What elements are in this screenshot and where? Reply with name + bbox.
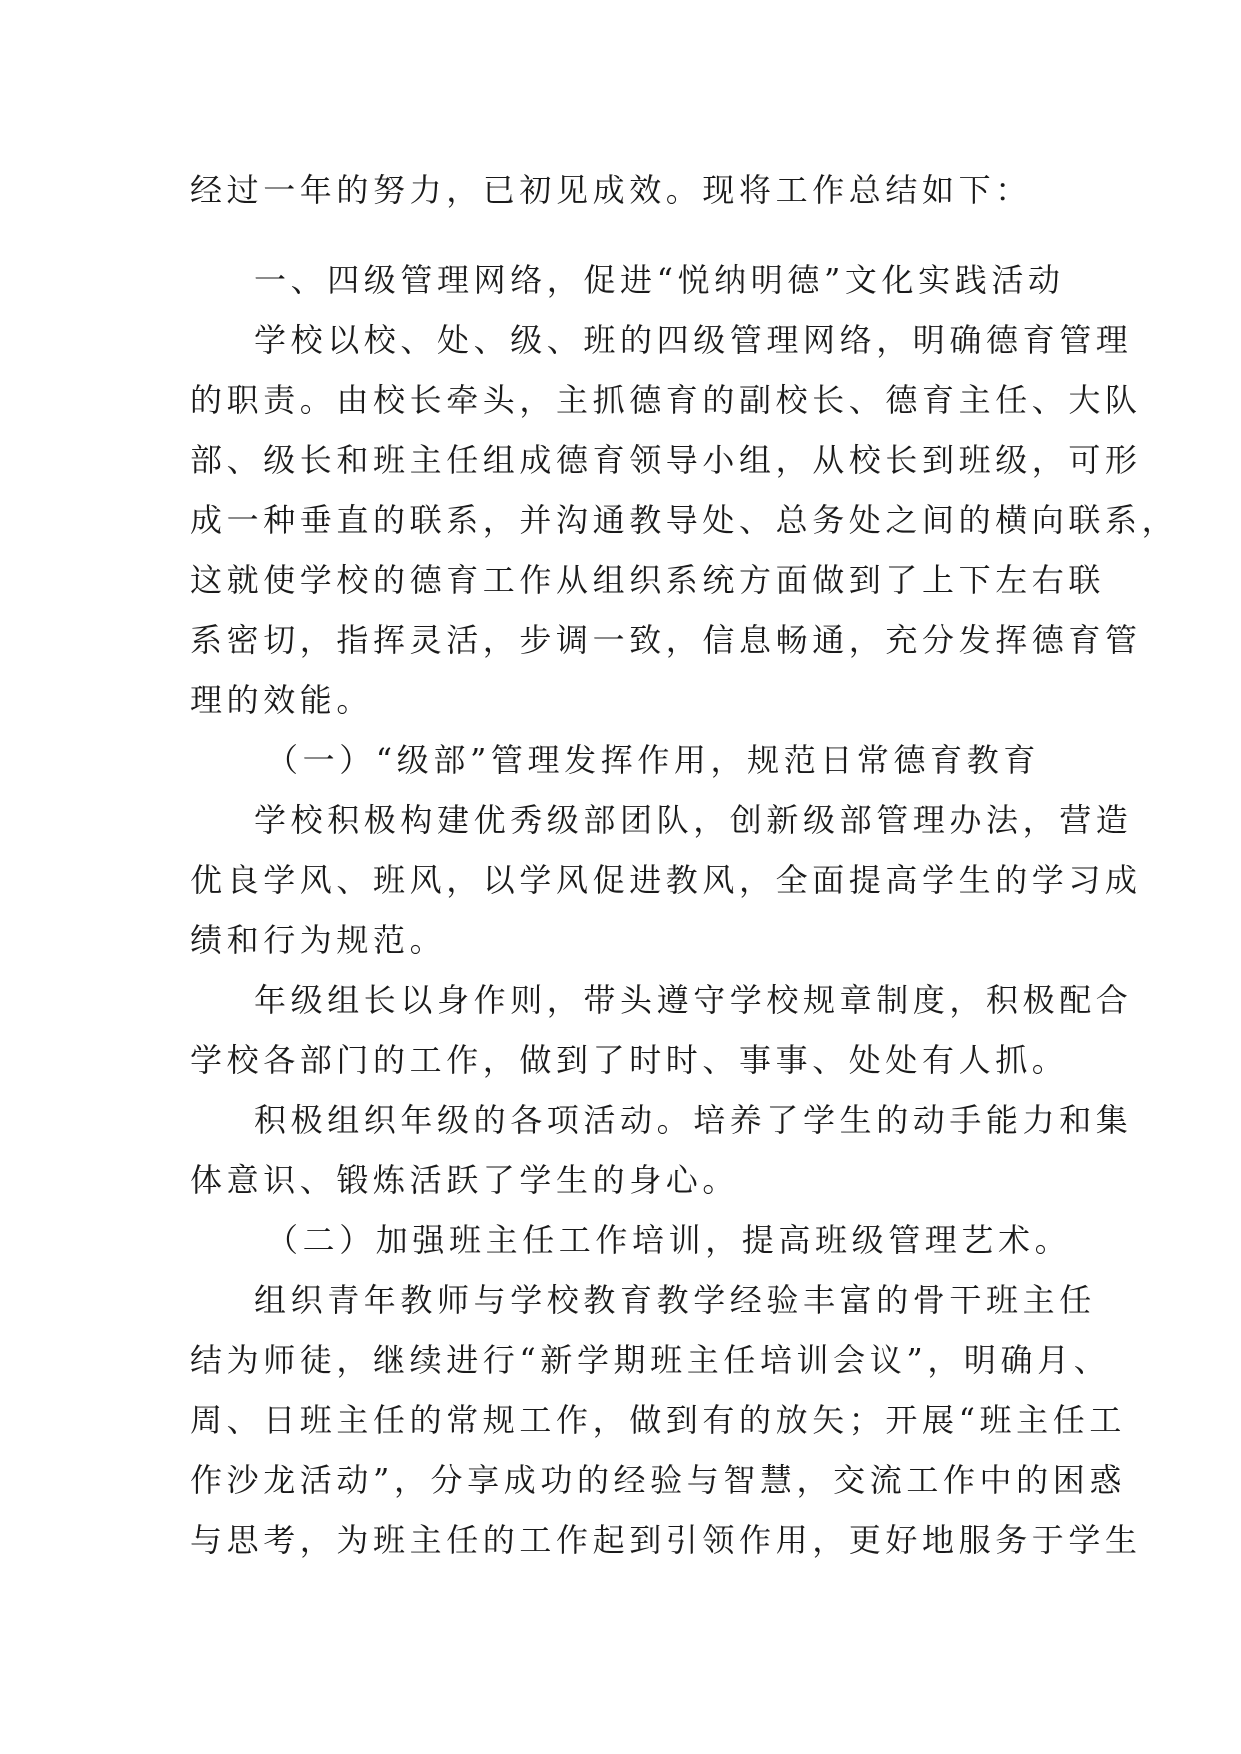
text-line: 作沙龙活动”，分享成功的经验与智慧，交流工作中的困惑 [190, 1461, 1126, 1499]
text-line: 优良学风、班风，以学风促进教风，全面提高学生的学习成 [190, 861, 1142, 899]
text-line: 经过一年的努力，已初见成效。现将工作总结如下： [190, 171, 1032, 209]
text-line: 与思考，为班主任的工作起到引领作用，更好地服务于学生 [190, 1521, 1142, 1559]
text-line: 年级组长以身作则，带头遵守学校规章制度，积极配合 [254, 981, 1133, 1019]
paragraph-gap [190, 220, 1060, 250]
text-line: 这就使学校的德育工作从组织系统方面做到了上下左右联 [190, 561, 1106, 599]
text-line: 成一种垂直的联系，并沟通教导处、总务处之间的横向联系， [190, 501, 1179, 539]
text-line: 学校各部门的工作，做到了时时、事事、处处有人抓。 [190, 1041, 1069, 1079]
document-body [190, 160, 1179, 1570]
text-line: 学校积极构建优秀级部团队，创新级部管理办法，营造 [254, 801, 1133, 839]
text-line: 系密切，指挥灵活，步调一致，信息畅通，充分发挥德育管 [190, 621, 1142, 659]
subsection-heading: （一）“级部”管理发挥作用，规范日常德育教育 [266, 741, 1040, 779]
text-line: 绩和行为规范。 [190, 921, 447, 959]
text-line: 的职责。由校长牵头，主抓德育的副校长、德育主任、大队 [190, 381, 1142, 419]
text-line: 体意识、锻炼活跃了学生的身心。 [190, 1161, 740, 1199]
text-line: 学校以校、处、级、班的四级管理网络，明确德育管理 [254, 321, 1133, 359]
section-heading: 一、四级管理网络，促进“悦纳明德”文化实践活动 [254, 261, 1065, 299]
text-line: 结为师徒，继续进行“新学期班主任培训会议”，明确月、 [190, 1341, 1111, 1379]
text-line: 周、日班主任的常规工作，做到有的放矢；开展“班主任工 [190, 1401, 1126, 1439]
text-line: 部、级长和班主任组成德育领导小组，从校长到班级，可形 [190, 441, 1142, 479]
text-line: 积极组织年级的各项活动。培养了学生的动手能力和集 [254, 1101, 1133, 1139]
text-line: 组织青年教师与学校教育教学经验丰富的骨干班主任 [254, 1281, 1096, 1319]
text-line: 理的效能。 [190, 681, 374, 719]
subsection-heading: （二）加强班主任工作培训，提高班级管理艺术。 [266, 1221, 1072, 1259]
